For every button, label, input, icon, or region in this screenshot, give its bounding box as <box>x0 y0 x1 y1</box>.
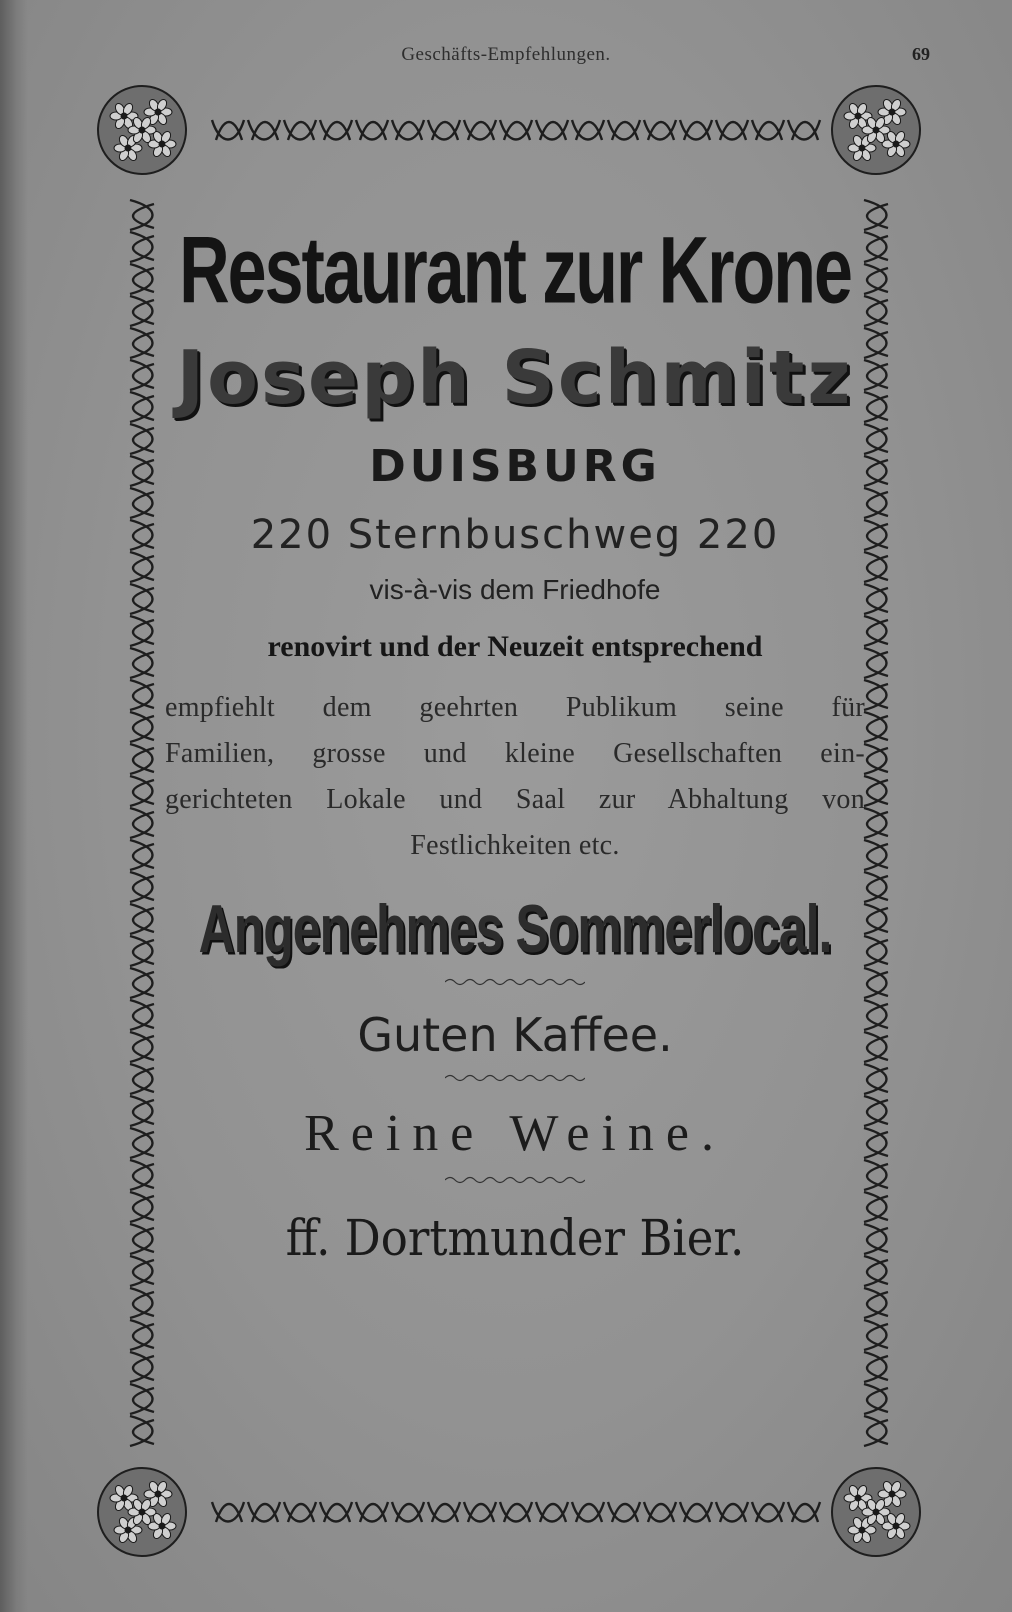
coffee-line: Guten Kaffee. <box>357 1008 673 1062</box>
advertisement <box>165 215 865 1273</box>
beer-line: ff. Dortmunder Bier. <box>285 1209 745 1267</box>
description-paragraph <box>165 685 865 869</box>
summer-venue-heading: Angenehmes Sommerlocal. <box>198 891 832 967</box>
divider-squiggle <box>445 1175 585 1185</box>
owner-name: Joseph Schmitz <box>176 335 854 421</box>
description-line: Festlichkeiten etc. <box>410 830 620 861</box>
location-note: vis-à-vis dem Friedhofe <box>369 574 661 605</box>
wines-line: Reine Weine. <box>304 1105 726 1162</box>
street-address: 220 Sternbuschweg 220 <box>250 512 780 558</box>
page-number: 69 <box>912 44 930 64</box>
description-line: empfiehlt dem geehrten Publikum seine für <box>165 692 865 723</box>
divider-squiggle <box>445 1073 585 1083</box>
restaurant-title: Restaurant zur Krone <box>179 217 851 323</box>
running-head: Geschäfts-Empfehlungen. <box>401 44 611 65</box>
renovated-note: renovirt und der Neuzeit entsprechend <box>267 630 763 663</box>
description-line: Familien, grosse und kleine Gesellschaften ein- <box>165 738 865 769</box>
city-name: DUISBURG <box>369 441 661 492</box>
description-line: gerichteten Lokale und Saal zur Abhaltung von <box>165 784 865 815</box>
